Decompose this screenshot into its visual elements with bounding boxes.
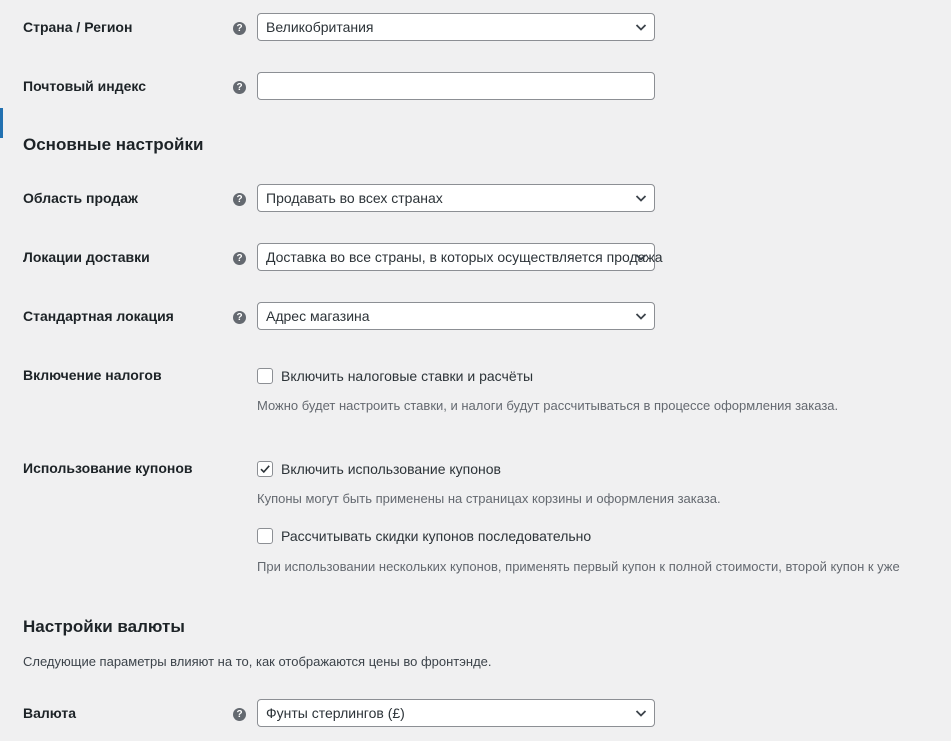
help-icon[interactable]: ?	[233, 22, 246, 35]
shipping-locations-value: Доставка во все страны, в которых осуществляется продажа	[266, 249, 663, 265]
default-location-value: Адрес магазина	[266, 308, 370, 324]
selling-location-value: Продавать во всех странах	[266, 190, 443, 206]
chevron-down-icon	[635, 707, 647, 719]
currency-settings-heading: Настройки валюты	[23, 617, 185, 636]
currency-label: Валюта	[23, 705, 77, 721]
selling-location-label: Область продаж	[23, 190, 138, 206]
default-location-select[interactable]	[257, 302, 655, 330]
coupons-description: Купоны могут быть применены на страницах корзины и оформления заказа.	[257, 491, 721, 506]
enable-coupons-checkbox[interactable]	[257, 461, 273, 477]
taxes-description: Можно будет настроить ставки, и налоги будут рассчитываться в процессе оформления заказа.	[257, 398, 839, 413]
currency-select-value: Фунты стерлингов (£)	[266, 705, 405, 721]
postcode-label: Почтовый индекс	[23, 78, 147, 94]
help-icon[interactable]: ?	[233, 708, 246, 721]
enable-taxes-checkbox[interactable]	[257, 368, 273, 384]
sequential-coupons-label[interactable]: Рассчитывать скидки купонов последовательно	[281, 528, 592, 544]
help-icon[interactable]: ?	[233, 252, 246, 265]
chevron-down-icon	[635, 21, 647, 33]
country-label: Страна / Регион	[23, 19, 133, 35]
country-select-value: Великобритания	[266, 19, 374, 35]
chevron-down-icon	[635, 192, 647, 204]
chevron-down-icon	[635, 310, 647, 322]
country-select[interactable]	[257, 13, 655, 41]
shipping-locations-label: Локации доставки	[23, 249, 150, 265]
postcode-input[interactable]	[257, 72, 655, 100]
help-icon[interactable]: ?	[233, 81, 246, 94]
enable-taxes-label[interactable]: Включить налоговые ставки и расчёты	[281, 368, 534, 384]
coupons-label: Использование купонов	[23, 460, 193, 476]
help-icon[interactable]: ?	[233, 193, 246, 206]
currency-select[interactable]	[257, 699, 655, 727]
selling-location-select[interactable]	[257, 184, 655, 212]
taxes-label: Включение налогов	[23, 367, 162, 383]
default-location-label: Стандартная локация	[23, 308, 174, 324]
currency-settings-description: Следующие параметры влияют на то, как отображаются цены во фронтэнде.	[23, 654, 492, 669]
general-settings-heading: Основные настройки	[23, 135, 204, 154]
sequential-coupons-description: При использовании нескольких купонов, применять первый купон к полной стоимости, второй купон к уже	[257, 559, 900, 574]
chevron-down-icon	[635, 251, 647, 263]
checkmark-icon	[259, 463, 271, 475]
admin-menu-edge	[0, 108, 3, 138]
help-icon[interactable]: ?	[233, 311, 246, 324]
sequential-coupons-checkbox[interactable]	[257, 528, 273, 544]
enable-coupons-label[interactable]: Включить использование купонов	[281, 461, 501, 477]
shipping-locations-select[interactable]	[257, 243, 663, 271]
